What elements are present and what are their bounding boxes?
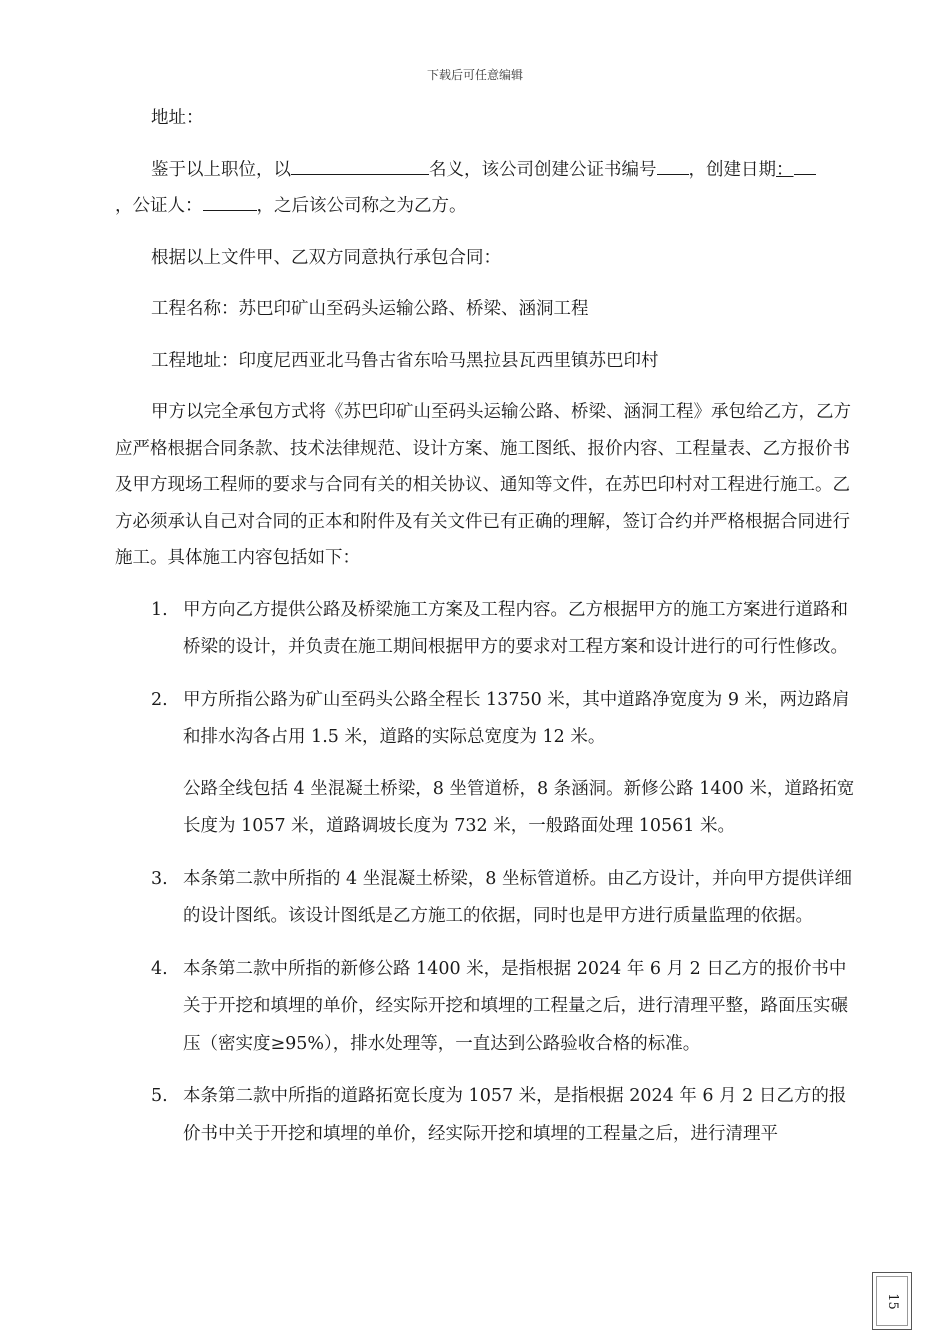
project-name: 工程名称：苏巴印矿山至码头运输公路、桥梁、涵洞工程 bbox=[151, 299, 589, 319]
list-item-text: 本条第二款中所指的道路拓宽长度为 1057 米，是指根据 2024 年 6 月 2 日乙方的报价书中关于开挖和填埋的单价，经实际开挖和填埋的工程量之后，进行清理平 bbox=[183, 1086, 847, 1144]
page-number-text: 15 bbox=[884, 1292, 900, 1310]
list-item bbox=[115, 951, 855, 1064]
page-number bbox=[873, 1273, 911, 1329]
paragraph-agreement: 根据以上文件甲、乙双方同意执行承包合同： bbox=[151, 247, 501, 268]
list-item-subtext: 公路全线包括 4 坐混凝土桥梁，8 坐管道桥，8 条涵洞。新修公路 1400 米，道路拓宽长度为 1057 米，道路调坡长度为 732 米，一般路面处理 10561 米。 bbox=[183, 778, 855, 836]
blank-notary bbox=[203, 188, 257, 211]
list-item-text: 甲方向乙方提供公路及桥梁施工方案及工程内容。乙方根据甲方的施工方案进行道路和桥梁的设计，并负责在施工期间根据甲方的要求对工程方案和设计进行的可行性修改。 bbox=[183, 599, 848, 657]
blank-name bbox=[291, 152, 429, 175]
list-number: 4. bbox=[151, 958, 168, 979]
blank-date bbox=[794, 152, 816, 175]
text-segment: 鉴于以上职位，以 bbox=[151, 159, 291, 180]
text-segment: ，之后该公司称之为乙方。 bbox=[256, 196, 467, 216]
list-item-text: 本条第二款中所指的 4 坐混凝土桥梁，8 坐标管道桥。由乙方设计，并向甲方提供详细的设计图纸。该设计图纸是乙方施工的依据，同时也是甲方进行质量监理的依据。 bbox=[183, 868, 852, 926]
text-segment: 名义，该公司创建公证书编号 bbox=[429, 159, 657, 180]
text-segment: ，公证人： bbox=[115, 196, 203, 216]
list-item-text: 甲方所指公路为矿山至码头公路全程长 13750 米，其中道路净宽度为 9 米，两边路肩和排水沟各占用 1.5 米，道路的实际总宽度为 12 米。 bbox=[183, 689, 850, 747]
paragraph-party-b bbox=[115, 152, 855, 225]
list-item bbox=[115, 1078, 855, 1153]
address-label: 地址： bbox=[151, 108, 204, 128]
paragraph-contract-scope: 甲方以完全承包方式将《苏巴印矿山至码头运输公路、桥梁、涵洞工程》承包给乙方，乙方应严格根据合同条款、技术法律规范、设计方案、施工图纸、报价内容、工程量表、乙方报价书及甲方现场工程师的要求与合同有关的相关协议、通知等文件，在苏巴印村对工程进行施工。乙方必须承认自己对合同的正本和附件及有关文件已有正确的理解，签订合约并严格根据合同进行施工。具体施工内容包括如下： bbox=[115, 402, 851, 568]
list-item bbox=[115, 592, 855, 667]
page-header: 下载后可任意编辑 bbox=[426, 68, 523, 82]
list-number: 3. bbox=[151, 868, 168, 889]
project-address: 工程地址：印度尼西亚北马鲁古省东哈马黑拉县瓦西里镇苏巴印村 bbox=[151, 350, 659, 371]
list-number: 5. bbox=[151, 1086, 168, 1106]
text-segment: ： bbox=[776, 159, 794, 180]
document-body bbox=[115, 100, 855, 1168]
list-item bbox=[115, 682, 855, 846]
text-segment: ，创建日期 bbox=[688, 159, 776, 180]
list-item bbox=[115, 861, 855, 936]
list-number: 2. bbox=[151, 689, 168, 710]
page-number-box bbox=[872, 1272, 912, 1330]
blank-cert-number bbox=[657, 152, 689, 175]
list-item-text: 本条第二款中所指的新修公路 1400 米，是指根据 2024 年 6 月 2 日乙方的报价书中关于开挖和填埋的单价，经实际开挖和填埋的工程量之后，进行清理平整，路面压实碾压（密实度≥95%），排水处理等，一直达到公路验收合格的标准。 bbox=[183, 958, 848, 1054]
list-number: 1. bbox=[151, 599, 168, 620]
numbered-list bbox=[115, 592, 855, 1154]
